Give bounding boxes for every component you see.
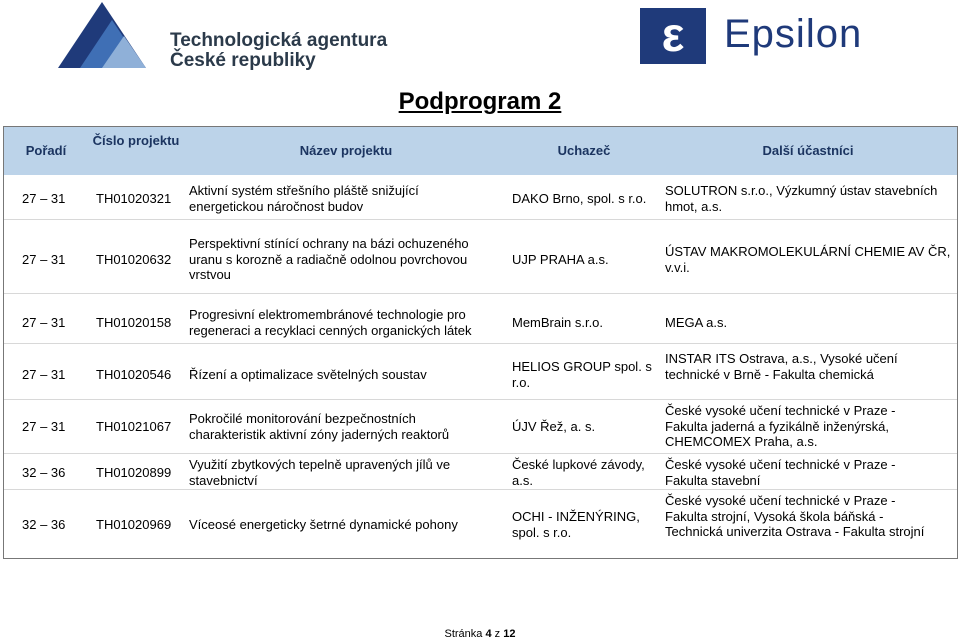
row1-uchazec: DAKO Brno, spol. s r.o. [512, 191, 647, 206]
row2-uchazec: UJP PRAHA a.s. [512, 252, 609, 267]
row4-poradi: 27 – 31 [22, 367, 66, 382]
page-footer [0, 628, 960, 640]
row3-poradi: 27 – 31 [22, 315, 66, 330]
row3-nazev: Progresivní elektromembránové technologie pro regeneraci a recyklaci cenných organických látek [189, 307, 472, 338]
row4-uchazec: HELIOS GROUP spol. s r.o. [512, 359, 652, 390]
row3-uchazec: MemBrain s.r.o. [512, 315, 604, 330]
row6-uchazec: České lupkové závody, a.s. [512, 457, 645, 488]
header-poradi: Pořadí [25, 143, 67, 158]
page-title: Podprogram 2 [398, 88, 562, 115]
row3-cislo: TH01020158 [96, 315, 172, 330]
epsilon-mark-icon: ε [640, 8, 706, 64]
row6-poradi: 32 – 36 [22, 465, 66, 480]
footer-prefix: Stránka [444, 628, 483, 640]
row1-poradi: 27 – 31 [22, 191, 66, 206]
projects-table [3, 126, 958, 559]
row-separator [4, 343, 957, 344]
row-separator [4, 293, 957, 294]
header-nazev: Název projektu [299, 143, 393, 158]
tacr-logo [58, 2, 398, 70]
header-dalsi: Další účastníci [762, 143, 854, 158]
footer-of: z [494, 628, 501, 640]
row6-cislo: TH01020899 [96, 465, 172, 480]
row4-cislo: TH01020546 [96, 367, 172, 382]
row7-nazev: Víceosé energeticky šetrné dynamické pohony [189, 517, 458, 532]
footer-total: 12 [503, 628, 516, 640]
footer-page: 4 [485, 628, 492, 640]
row-separator [4, 219, 957, 220]
row6-dalsi: České vysoké učení technické v Praze - Fakulta stavební [665, 457, 896, 488]
row7-cislo: TH01020969 [96, 517, 172, 532]
row2-dalsi: ÚSTAV MAKROMOLEKULÁRNÍ CHEMIE AV ČR, v.v.i. [665, 244, 951, 275]
row3-dalsi: MEGA a.s. [665, 315, 728, 330]
row2-nazev: Perspektivní stínící ochrany na bázi ochuzeného uranu s korozně a radiačně odolnou povrchovou vrstvou [189, 236, 469, 282]
table-header [4, 127, 957, 175]
row4-nazev: Řízení a optimalizace světelných soustav [189, 367, 427, 382]
row6-nazev: Využití zbytkových tepelně upravených jílů ve stavebnictví [189, 457, 451, 488]
row1-dalsi: SOLUTRON s.r.o., Výzkumný ústav stavebních hmot, a.s. [665, 183, 938, 214]
header-cislo: Číslo projektu [92, 133, 180, 148]
row7-poradi: 32 – 36 [22, 517, 66, 532]
tacr-logo-line1: Technologická agentura [170, 30, 388, 51]
row1-nazev: Aktivní systém střešního pláště snižující energetickou náročnost budov [189, 183, 419, 214]
tacr-logo-icon [58, 2, 166, 70]
epsilon-logo [640, 8, 940, 64]
row-separator [4, 453, 957, 454]
row1-cislo: TH01020321 [96, 191, 172, 206]
row5-dalsi: České vysoké učení technické v Praze - Fakulta jaderná a fyzikálně inženýrská, CHEMCOMEX Praha, a.s. [665, 403, 896, 449]
row7-dalsi: České vysoké učení technické v Praze - Fakulta strojní, Vysoká škola báňská - Technická univerzita Ostrava - Fakulta strojní [665, 493, 925, 539]
row5-uchazec: ÚJV Řež, a. s. [512, 419, 596, 434]
row7-uchazec: OCHI - INŽENÝRING, spol. s r.o. [512, 509, 640, 540]
header-uchazec: Uchazeč [557, 143, 611, 158]
row-separator [4, 489, 957, 490]
row4-dalsi: INSTAR ITS Ostrava, a.s., Vysoké učení technické v Brně - Fakulta chemická [665, 351, 898, 382]
row5-nazev: Pokročilé monitorování bezpečnostních charakteristik aktivní zóny jaderných reaktorů [189, 411, 450, 442]
row2-cislo: TH01020632 [96, 252, 172, 267]
epsilon-wordmark: Epsilon [724, 12, 863, 56]
row-separator [4, 399, 957, 400]
row5-cislo: TH01021067 [96, 419, 172, 434]
row2-poradi: 27 – 31 [22, 252, 66, 267]
tacr-logo-line2: České republiky [170, 50, 316, 71]
row5-poradi: 27 – 31 [22, 419, 66, 434]
